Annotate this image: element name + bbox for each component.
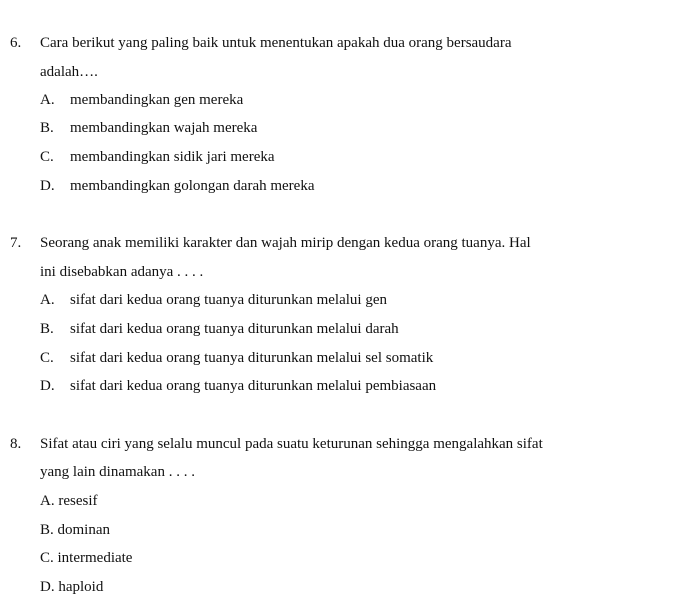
question-7-number: 7. — [10, 235, 22, 251]
question-6-option-b-text: membandingkan wajah mereka — [70, 120, 258, 136]
question-7-option-b-letter: B. — [40, 321, 54, 337]
question-6-option-c-letter: C. — [40, 149, 54, 165]
question-6-option-c-text: membandingkan sidik jari mereka — [70, 149, 275, 165]
question-6-number: 6. — [10, 35, 22, 51]
question-7-stem-line-1: Seorang anak memiliki karakter dan wajah mirip dengan kedua orang tuanya. Hal — [40, 235, 531, 251]
question-8-option-c: C. intermediate — [40, 550, 133, 566]
question-6-option-b-letter: B. — [40, 120, 54, 136]
question-7-stem-line-2: ini disebabkan adanya . . . . — [40, 264, 204, 280]
question-8-option-b: B. dominan — [40, 522, 110, 538]
question-6-stem-line-2: adalah…. — [40, 64, 98, 80]
question-8-option-d: D. haploid — [40, 579, 104, 595]
question-8-stem-line-1: Sifat atau ciri yang selalu muncul pada suatu keturunan sehingga mengalahkan sifat — [40, 436, 543, 452]
question-6-option-d-letter: D. — [40, 178, 55, 194]
question-7-option-a-text: sifat dari kedua orang tuanya diturunkan melalui gen — [70, 292, 387, 308]
question-7-option-d-letter: D. — [40, 378, 55, 394]
question-6-option-d-text: membandingkan golongan darah mereka — [70, 178, 315, 194]
question-7-option-c-letter: C. — [40, 350, 54, 366]
question-8-number: 8. — [10, 436, 22, 452]
question-7-option-a-letter: A. — [40, 292, 55, 308]
question-7-option-b-text: sifat dari kedua orang tuanya diturunkan melalui darah — [70, 321, 399, 337]
question-7-option-c-text: sifat dari kedua orang tuanya diturunkan melalui sel somatik — [70, 350, 434, 366]
question-8-stem-line-2: yang lain dinamakan . . . . — [40, 464, 195, 480]
question-6-option-a-letter: A. — [40, 92, 55, 108]
question-6-option-a-text: membandingkan gen mereka — [70, 92, 244, 108]
question-6-stem-line-1: Cara berikut yang paling baik untuk menentukan apakah dua orang bersaudara — [40, 35, 512, 51]
question-7-option-d-text: sifat dari kedua orang tuanya diturunkan melalui pembiasaan — [70, 378, 437, 394]
question-8-option-a: A. resesif — [40, 493, 98, 509]
